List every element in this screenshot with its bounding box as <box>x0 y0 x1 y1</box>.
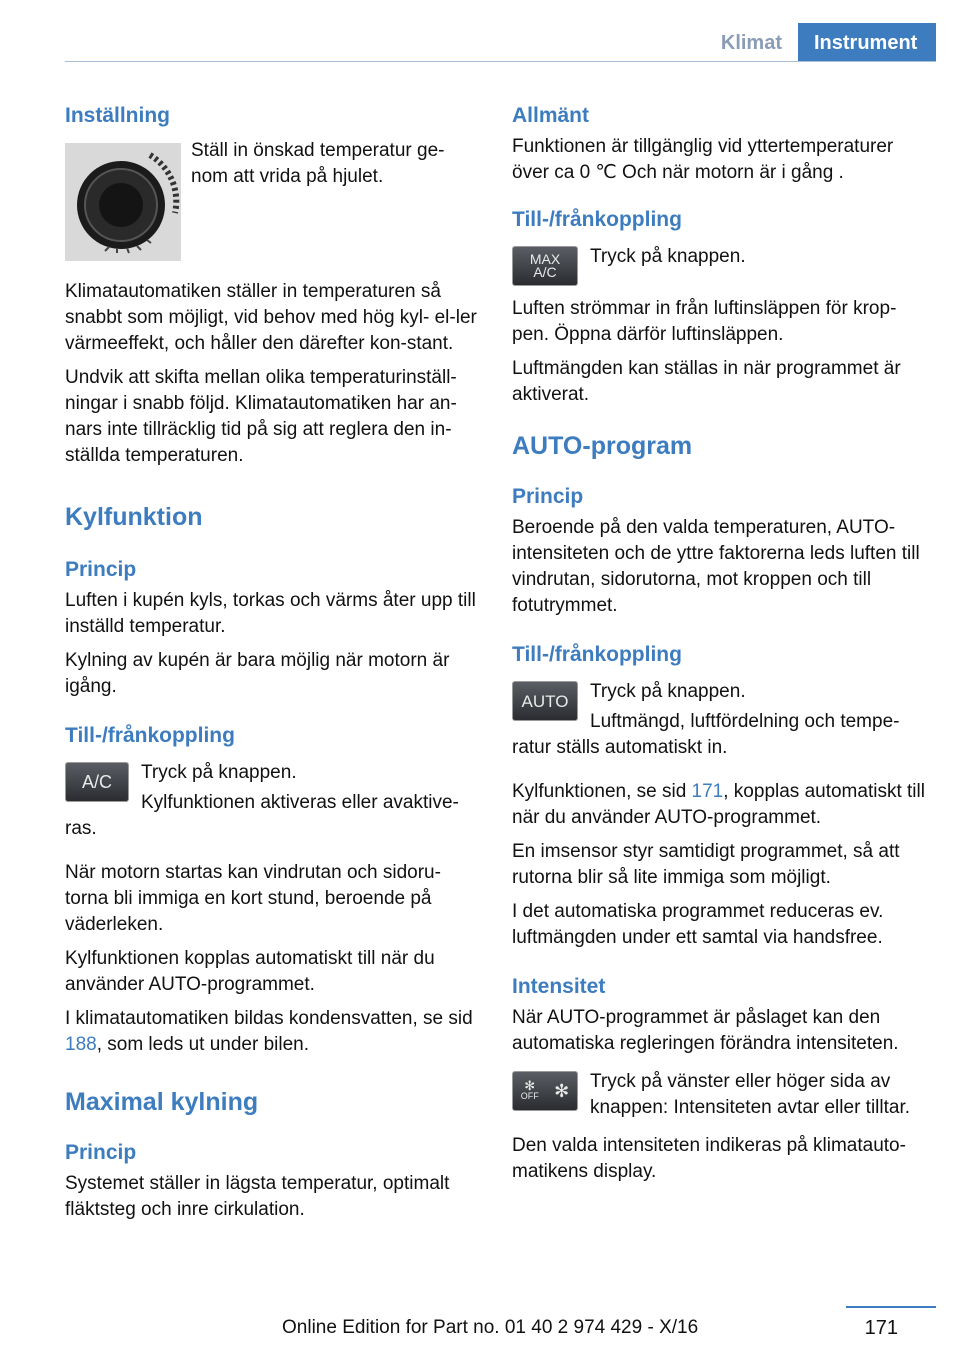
paragraph: Kylfunktionen kopplas automatiskt till när du använder AUTO-programmet. <box>65 948 435 995</box>
paragraph: När motorn startas kan vindrutan och sidoru-torna bli immiga en kort stund, beroende på väderleken. <box>65 862 441 935</box>
installning-text: Ställ in önskad temperatur ge-nom att vrida på hjulet. <box>191 140 445 187</box>
ac-label: A/C <box>533 264 557 280</box>
fan-intensity-button-icon <box>512 1071 578 1111</box>
heading-princip: Princip <box>65 1141 137 1164</box>
ac-block <box>65 760 477 842</box>
fan-block <box>512 1069 928 1121</box>
paragraph: Funktionen är tillgänglig vid yttertemperaturer över ca 0 ℃ Och när motorn är i gång . <box>512 136 894 183</box>
paragraph: Luften i kupén kyls, torkas och värms åter upp till inställd temperatur. <box>65 590 476 637</box>
paragraph: När AUTO-programmet är påslaget kan den automatiska regleringen förändra intensiteten. <box>512 1007 899 1054</box>
paragraph: En imsensor styr samtidigt programmet, så att rutorna blir så lite immiga som möjligt. <box>512 841 900 888</box>
text-span: , som leds ut under bilen. <box>96 1034 309 1055</box>
paragraph: Luftmängd, luftfördelning och tempe-ratur ställs automatiskt in. <box>512 711 900 758</box>
footer-rule <box>846 1306 936 1308</box>
paragraph: Systemet ställer in lägsta temperatur, optimalt fläktsteg och inre cirkulation. <box>65 1173 450 1220</box>
instruction-text: Tryck på knappen. <box>590 681 746 702</box>
heading-kylfunktion: Kylfunktion <box>65 503 203 531</box>
paragraph: Den valda intensiteten indikeras på klimatauto-matikens display. <box>512 1135 906 1182</box>
page-link[interactable]: 171 <box>691 781 724 802</box>
heading-till-fran: Till-/frånkoppling <box>512 208 682 231</box>
paragraph: Luftmängden kan ställas in när programmet är aktiverat. <box>512 358 901 405</box>
paragraph: I det automatiska programmet reduceras ev. luftmängden under ett samtal via handsfree. <box>512 901 884 948</box>
fan-off-icon <box>520 1078 539 1101</box>
header-rule <box>65 61 936 62</box>
heading-princip: Princip <box>65 558 137 581</box>
instruction-text: Tryck på knappen. <box>141 762 297 783</box>
paragraph: Undvik att skifta mellan olika temperaturinställ-ningar i snabb följd. Klimatautomatiken har an-nars inte tillräcklig tid på sig att reglera den in-ställda temperaturen. <box>65 367 457 466</box>
heading-auto-program: AUTO-program <box>512 432 693 460</box>
text-span: I klimatautomatiken bildas kondensvatten, se sid <box>65 1008 473 1029</box>
paragraph: Klimatautomatiken ställer in temperaturen så snabbt som möjligt, vid behov med hög kyl- el-ler värmeeffekt, och håller den därefter kon-stant. <box>65 281 477 354</box>
heading-intensitet: Intensitet <box>512 975 606 998</box>
heading-till-fran: Till-/frånkoppling <box>512 643 682 666</box>
text-span: Kylfunktionen, se sid <box>512 781 692 802</box>
fan-off-label: OFF <box>520 1091 539 1101</box>
edition-text: Online Edition for Part no. 01 40 2 974 429 - X/16 <box>282 1317 699 1338</box>
fan-small-icon: ✻ <box>524 1078 536 1093</box>
paragraph: Kylfunktionen aktiveras eller avaktive-ras. <box>65 792 459 839</box>
fan-large-icon: ✻ <box>554 1080 570 1101</box>
chapter-tab[interactable]: Instrument <box>798 23 936 61</box>
max-ac-block <box>512 244 928 292</box>
page-link[interactable]: 188 <box>65 1034 97 1055</box>
instruction-text: Tryck på vänster eller höger sida av knappen: Intensiteten avtar eller tilltar. <box>590 1071 911 1118</box>
paragraph: Beroende på den valda temperaturen, AUTO-intensiteten och de yttre faktorerna leds luften till vindrutan, sidorutorna, mot kroppen och till fotutrymmet. <box>512 517 920 616</box>
heading-till-fran: Till-/frånkoppling <box>65 724 235 747</box>
temperature-knob-image <box>65 143 181 261</box>
auto-block <box>512 679 928 761</box>
heading-princip: Princip <box>512 485 584 508</box>
heading-maximal-kylning: Maximal kylning <box>65 1088 259 1116</box>
header-tabs <box>705 23 936 61</box>
auto-button-icon: AUTO <box>512 681 578 721</box>
text-span: , kopplas automatiskt till när du använder AUTO-programmet. <box>512 781 925 828</box>
paragraph: Kylning av kupén är bara möjlig när motorn är igång. <box>65 650 450 697</box>
paragraph <box>65 1006 477 1058</box>
page-number: 171 <box>864 1317 898 1339</box>
max-label: MAX <box>529 251 561 267</box>
instruction-text: Tryck på knappen. <box>590 246 746 267</box>
left-column <box>65 104 477 1223</box>
section-tab[interactable]: Klimat <box>720 32 782 54</box>
heading-allmant: Allmänt <box>512 104 590 127</box>
heading-installning: Inställning <box>65 104 170 127</box>
knob-block <box>65 138 477 267</box>
right-column <box>512 104 928 1185</box>
ac-button-icon: A/C <box>65 762 129 802</box>
paragraph <box>512 779 928 831</box>
paragraph: Luften strömmar in från luftinsläppen för krop-pen. Öppna därför luftinsläppen. <box>512 298 897 345</box>
max-ac-button-icon <box>512 246 578 286</box>
